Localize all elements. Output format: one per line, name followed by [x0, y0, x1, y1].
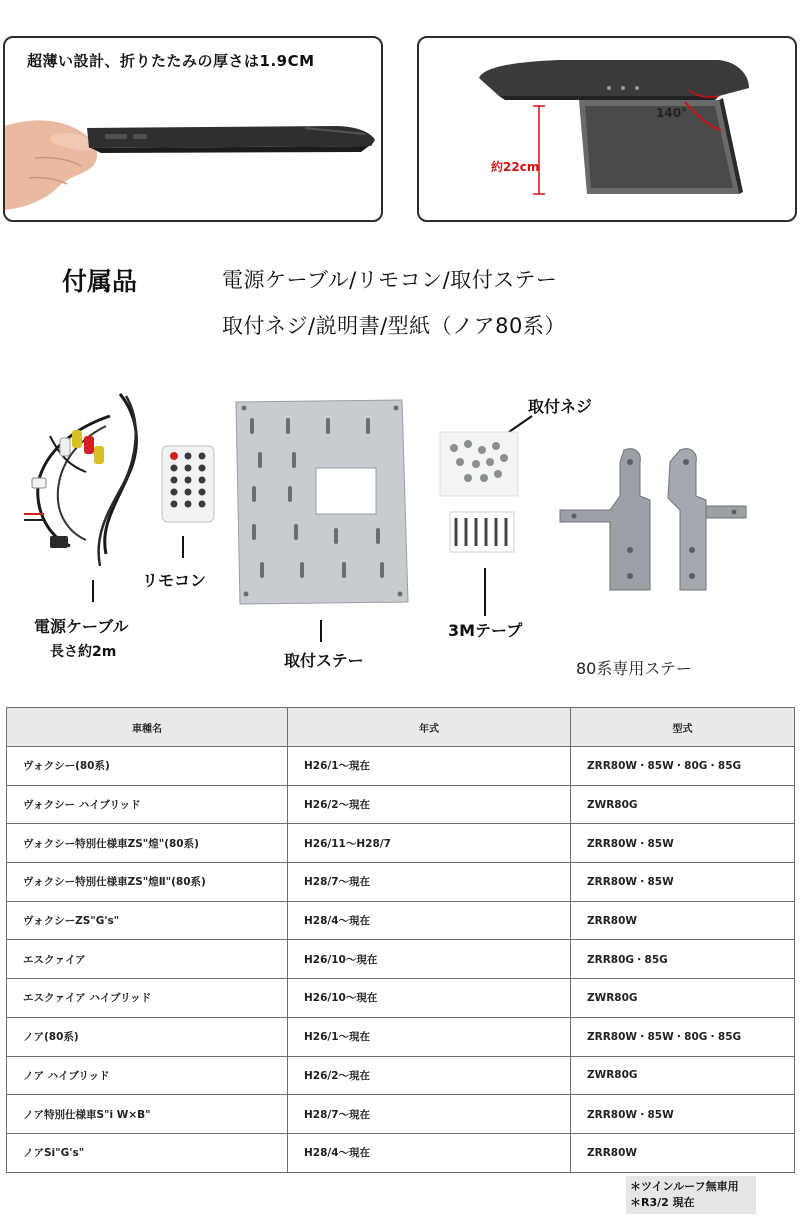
brackets-80-series-photo: [550, 440, 760, 600]
power-cable-label: 電源ケーブル: [34, 617, 129, 636]
cell-year: H28/7～現在: [288, 863, 571, 902]
footnote-as-of-date: ＊R3/2 現在: [630, 1196, 695, 1209]
cell-vehicle: ノア特別仕様車S"i W×B": [7, 1095, 288, 1134]
cell-model: ZWR80G: [571, 785, 795, 824]
table-row: [7, 785, 795, 824]
cell-year: H26/1～現在: [288, 1017, 571, 1056]
table-row: [7, 940, 795, 979]
cell-year: H26/2～現在: [288, 1056, 571, 1095]
drop-height-label: 約22cm: [491, 160, 540, 174]
table-row: [7, 979, 795, 1018]
footnote-twin-roof: ＊ツインルーフ無車用: [630, 1180, 739, 1193]
folding-angle-photo-panel: [417, 36, 797, 222]
thin-design-caption: 超薄い設計、折りたたみの厚さは1.9CM: [27, 52, 315, 70]
cell-model: ZRR80W・85W: [571, 824, 795, 863]
cell-year: H26/10～現在: [288, 979, 571, 1018]
cell-model: ZRR80W・85W・80G・85G: [571, 747, 795, 786]
table-row: [7, 1133, 795, 1172]
screws-label: 取付ネジ: [528, 397, 593, 416]
cell-vehicle: エスクァイア: [7, 940, 288, 979]
cell-model: ZRR80G・85G: [571, 940, 795, 979]
table-row: [7, 1095, 795, 1134]
table-row: [7, 1017, 795, 1056]
remote-leader: [182, 536, 184, 558]
thin-design-photo-panel: [3, 36, 383, 222]
header-vehicle-name: 車種名: [7, 708, 288, 747]
cell-model: ZWR80G: [571, 1056, 795, 1095]
table-row: [7, 863, 795, 902]
cell-year: H26/1～現在: [288, 747, 571, 786]
cell-model: ZRR80W・85W: [571, 863, 795, 902]
accessories-title: 付属品: [62, 267, 138, 296]
power-cable-length-label: 長さ約2m: [50, 644, 117, 660]
cell-model: ZRR80W: [571, 1133, 795, 1172]
tape-leader: [484, 568, 486, 616]
accessories-list-line-2: 取付ネジ/説明書/型紙（ノア80系）: [222, 314, 566, 338]
cell-year: H28/7～現在: [288, 1095, 571, 1134]
cell-vehicle: ノア ハイブリッド: [7, 1056, 288, 1095]
cell-year: H26/10～現在: [288, 940, 571, 979]
folding-monitor-photo: [419, 38, 797, 222]
tape-label: 3Mテープ: [448, 621, 523, 640]
cell-year: H26/2～現在: [288, 785, 571, 824]
cell-vehicle: ヴォクシーZS"G's": [7, 901, 288, 940]
screws-and-tape-photo: [432, 428, 522, 558]
footnotes-box: [626, 1176, 756, 1214]
cell-vehicle: ノアSi"G's": [7, 1133, 288, 1172]
accessories-list-line-1: 電源ケーブル/リモコン/取付ステー: [222, 268, 558, 292]
stay-80-series-label: 80系専用ステー: [576, 659, 693, 678]
remote-control-photo: [160, 444, 216, 524]
power-cable-leader: [92, 580, 94, 602]
cell-vehicle: ヴォクシー特別仕様車ZS"煌Ⅱ"(80系): [7, 863, 288, 902]
header-model-code: 型式: [571, 708, 795, 747]
cell-model: ZRR80W・85W: [571, 1095, 795, 1134]
cell-vehicle: ヴォクシー(80系): [7, 747, 288, 786]
table-row: [7, 824, 795, 863]
cell-model: ZRR80W・85W・80G・85G: [571, 1017, 795, 1056]
compatibility-table: [6, 707, 795, 1173]
power-cable-photo: [10, 386, 150, 576]
cell-vehicle: エスクァイア ハイブリッド: [7, 979, 288, 1018]
cell-year: H26/11～H28/7: [288, 824, 571, 863]
cell-model: ZRR80W: [571, 901, 795, 940]
folding-angle-label: 140°: [656, 106, 688, 120]
table-row: [7, 1056, 795, 1095]
header-model-year: 年式: [288, 708, 571, 747]
table-header-row: [7, 708, 795, 747]
cell-vehicle: ヴォクシー ハイブリッド: [7, 785, 288, 824]
table-row: [7, 747, 795, 786]
mount-stay-label: 取付ステー: [284, 651, 364, 670]
cell-model: ZWR80G: [571, 979, 795, 1018]
table-row: [7, 901, 795, 940]
cell-vehicle: ノア(80系): [7, 1017, 288, 1056]
mount-stay-leader: [320, 620, 322, 642]
remote-label: リモコン: [142, 571, 207, 590]
cell-vehicle: ヴォクシー特別仕様車ZS"煌"(80系): [7, 824, 288, 863]
cell-year: H28/4～現在: [288, 1133, 571, 1172]
mounting-plate-photo: [230, 396, 412, 608]
cell-year: H28/4～現在: [288, 901, 571, 940]
